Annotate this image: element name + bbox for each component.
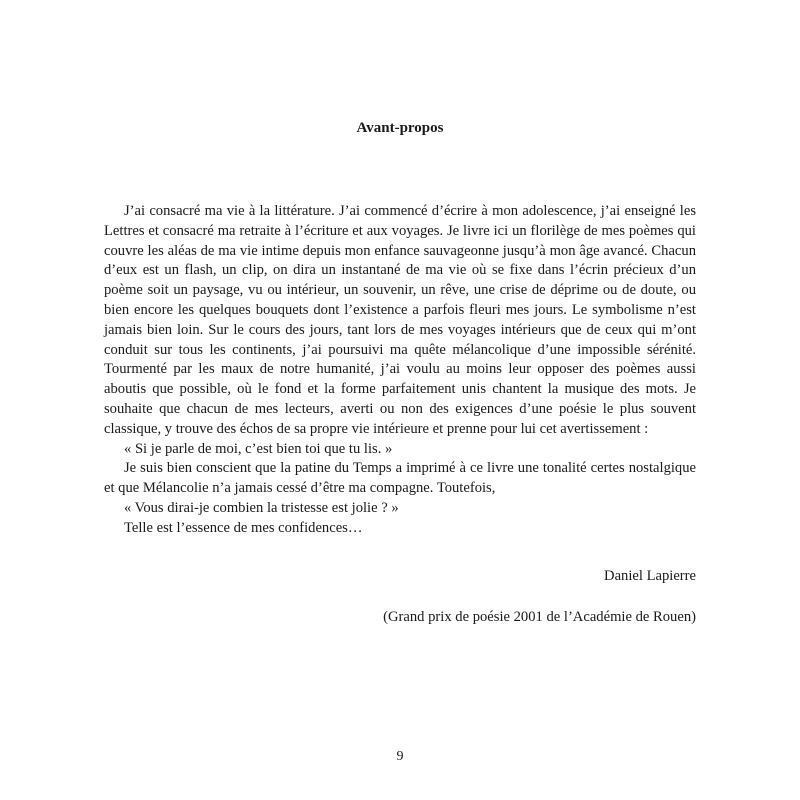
quote-first: « Si je parle de moi, c’est bien toi que tu lis. » (124, 440, 393, 457)
award-note: (Grand prix de poésie 2001 de l’Académie de Rouen) (383, 609, 696, 625)
body-text (104, 202, 696, 539)
paragraph-closing: Telle est l’essence de mes confidences… (124, 519, 363, 536)
quote-second: « Vous dirai-je combien la tristesse est jolie ? » (124, 499, 399, 516)
page-number: 9 (396, 749, 404, 764)
paragraph-intro: J’ai consacré ma vie à la littérature. J’ai commencé d’écrire à mon adolescence, j’ai enseigné les Lettres et consacré ma retraite à l’écriture et aux voyages. Je livre ici un florilège de mes poèmes qui couvre les aléas de ma vie intime depuis mon enfance sauvageonne jusqu’à mon âge avancé. Chacun d’eux est un flash, un clip, on dira un instantané de ma vie où se fixe dans l’écrin précieux d’un poème soit un paysage, vu ou intérieur, un souvenir, un rêve, une crise de déprime ou de doute, ou bien encore les quelques bouquets dont l’existence a parfois fleuri mes jours. Le symbolisme n’est jamais bien loin. Sur le cours des jours, tant lors de mes voyages intérieurs que de ceux qui m’ont conduit sur tous les continents, j’ai poursuivi ma quête mélancolique d’une impossible sérénité. Tourmenté par les maux de notre humanité, j’ai voulu au moins leur opposer des poèmes aussi aboutis que possible, où le fond et la forme parfaitement unis chantent la musique des mots. Je souhaite que chacun de mes lecteurs, averti ou non des exigences d’une poésie le plus souvent classique, y trouve des échos de sa propre vie intérieure et prenne pour lui cet avertissement : (104, 203, 696, 437)
page-title: Avant-propos (356, 120, 444, 136)
paragraph-nostalgia: Je suis bien conscient que la patine du Temps a imprimé à ce livre une tonalité certes nostalgique et que Mélancolie n’a jamais cessé d’être ma compagne. Toutefois, (104, 460, 696, 497)
author-signature: Daniel Lapierre (604, 568, 696, 584)
